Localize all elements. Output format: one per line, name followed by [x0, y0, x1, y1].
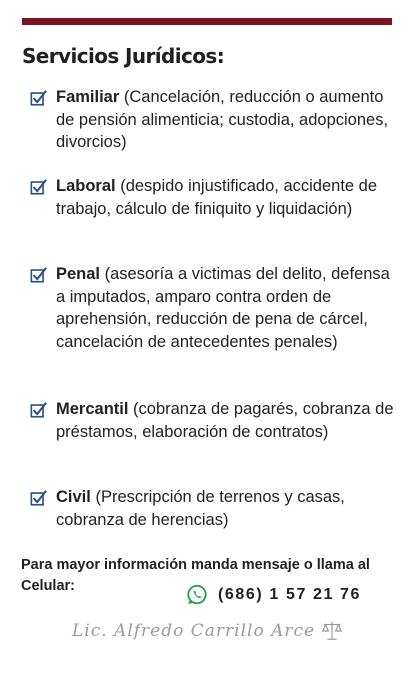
- service-description: (despido injustificado, accidente de trabajo, cálculo de finiquito y liquidación): [56, 177, 378, 218]
- contact-message: Para mayor información manda mensaje o llama al Celular:: [21, 557, 370, 594]
- service-name: Familiar: [56, 88, 120, 106]
- service-text: [56, 263, 395, 353]
- check-icon: [30, 401, 48, 419]
- scales-of-justice-icon: [321, 620, 343, 642]
- service-name: Civil: [56, 488, 91, 506]
- check-icon: [30, 178, 48, 196]
- service-item-civil: [30, 486, 395, 531]
- service-item-laboral: [30, 175, 395, 220]
- service-item-familiar: [30, 86, 395, 154]
- service-description: (Cancelación, reducción o aumento de pensión alimenticia; custodia, adopciones, divorcios): [56, 88, 389, 151]
- service-description: (Prescripción de terrenos y casas, cobranza de herencias): [56, 488, 345, 529]
- phone-contact[interactable]: [186, 584, 361, 606]
- service-text: [56, 86, 395, 154]
- top-accent-bar: [22, 18, 392, 25]
- signature-block: [72, 620, 343, 642]
- service-item-mercantil: [30, 398, 395, 443]
- service-item-penal: [30, 263, 395, 353]
- service-text: [56, 398, 395, 443]
- check-icon: [30, 266, 48, 284]
- page-title: Servicios Jurídicos:: [22, 44, 225, 68]
- phone-number[interactable]: (686) 1 57 21 76: [218, 586, 362, 603]
- service-text: [56, 486, 395, 531]
- service-description: (asesoría a victimas del delito, defensa a imputados, amparo contra orden de aprehensión, reducción de pena de cárcel, cancelación de antecedentes penales): [56, 265, 390, 351]
- service-name: Laboral: [56, 177, 116, 195]
- check-icon: [30, 89, 48, 107]
- service-description: (cobranza de pagarés, cobranza de préstamos, elaboración de contratos): [56, 400, 394, 441]
- whatsapp-icon: [186, 584, 208, 606]
- service-name: Mercantil: [56, 400, 129, 418]
- service-text: [56, 175, 395, 220]
- check-icon: [30, 489, 48, 507]
- signature: Lic. Alfredo Carrillo Arce: [72, 621, 316, 641]
- service-name: Penal: [56, 265, 101, 283]
